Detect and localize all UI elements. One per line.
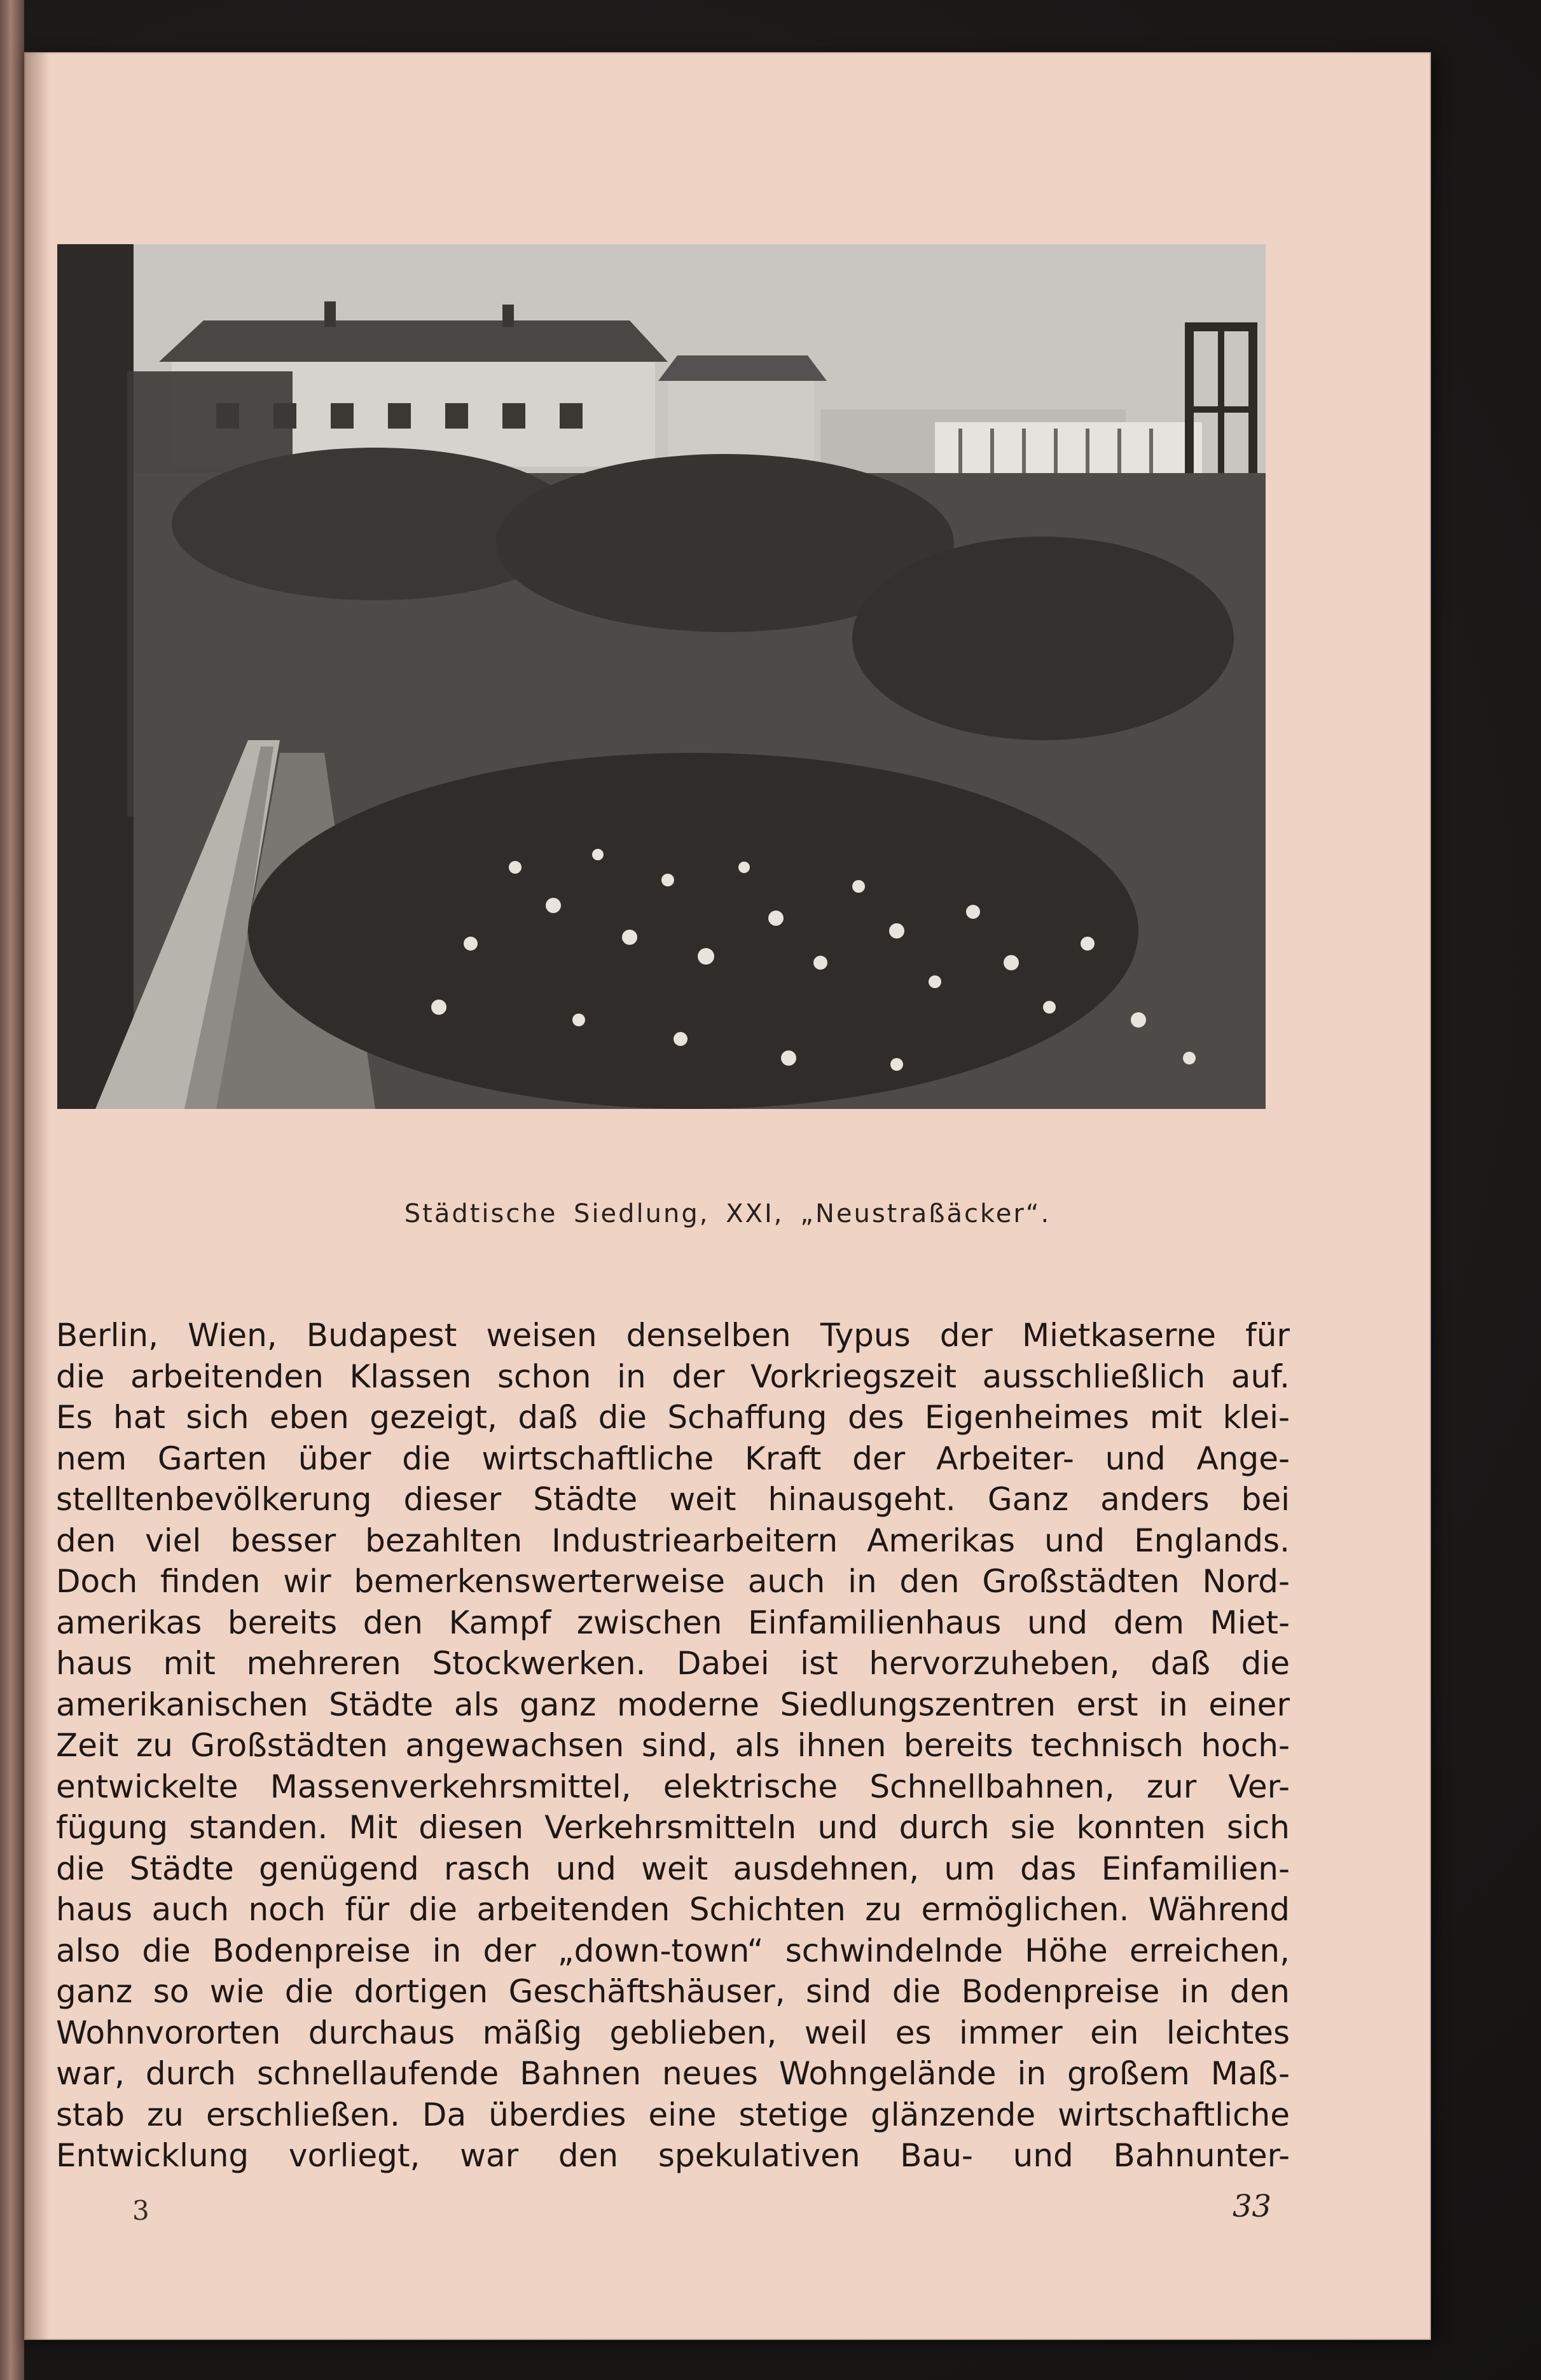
photo-caption: Städtische Siedlung, XXI, „Neustraßäcker“. — [404, 1199, 1051, 1228]
settlement-photo — [57, 244, 1266, 1109]
paragraph-line: die Städte genügend rasch und weit ausdehnen, um das Einfamilien- — [56, 1850, 1290, 1887]
paragraph-line: amerikas bereits den Kampf zwischen Einfamilienhaus und dem Miet- — [56, 1604, 1290, 1641]
paragraph-line: Zeit zu Großstädten angewachsen sind, als ihnen bereits technisch hoch- — [56, 1727, 1290, 1764]
paragraph-line: entwickelte Massenverkehrsmittel, elektrische Schnellbahnen, zur Ver- — [56, 1768, 1290, 1805]
paragraph-line: Entwicklung vorliegt, war den spekulativen Bau- und Bahnunter- — [56, 2137, 1290, 2174]
paragraph-line: stelltenbevölkerung dieser Städte weit hinausgeht. Ganz anders bei — [56, 1481, 1290, 1518]
paragraph-line: ganz so wie die dortigen Geschäftshäuser, sind die Bodenpreise in den — [56, 1973, 1290, 2010]
paragraph-line: amerikanischen Städte als ganz moderne Siedlungszentren erst in einer — [56, 1686, 1290, 1723]
paragraph-line: also die Bodenpreise in der „down-town“ schwindelnde Höhe erreichen, — [56, 1932, 1290, 1969]
paragraph-line: Es hat sich eben gezeigt, daß die Schaffung des Eigenheimes mit klei- — [56, 1399, 1290, 1436]
paragraph-line: fügung standen. Mit diesen Verkehrsmitteln und durch sie konnten sich — [56, 1809, 1290, 1846]
photo-illustration — [57, 244, 1266, 1109]
paragraph-line: Doch finden wir bemerkenswerterweise auch in den Großstädten Nord- — [56, 1563, 1290, 1600]
paragraph-line: die arbeitenden Klassen schon in der Vorkriegszeit ausschließlich auf. — [56, 1358, 1290, 1395]
paragraph-line: nem Garten über die wirtschaftliche Kraft der Arbeiter- und Ange- — [56, 1440, 1290, 1477]
body-paragraph — [56, 1315, 1290, 2177]
paragraph-line: war, durch schnellaufende Bahnen neues Wohngelände in großem Maß- — [56, 2055, 1290, 2092]
page-number: 33 — [1233, 2189, 1272, 2224]
paragraph-line: stab zu erschließen. Da überdies eine stetige glänzende wirtschaftliche — [56, 2096, 1290, 2133]
book-page — [24, 52, 1431, 2340]
paragraph-line: den viel besser bezahlten Industriearbeitern Amerikas und Englands. — [56, 1522, 1290, 1559]
previous-page-edge — [0, 0, 24, 2380]
paragraph-line: Berlin, Wien, Budapest weisen denselben Typus der Mietkaserne für — [56, 1317, 1290, 1354]
paragraph-line: haus mit mehreren Stockwerken. Dabei ist hervorzuheben, daß die — [56, 1645, 1290, 1682]
signature-mark: 3 — [132, 2195, 149, 2226]
page-gutter — [24, 52, 50, 2340]
paragraph-line: haus auch noch für die arbeitenden Schichten zu ermöglichen. Während — [56, 1891, 1290, 1928]
paragraph-line: Wohnvororten durchaus mäßig geblieben, weil es immer ein leichtes — [56, 2014, 1290, 2051]
